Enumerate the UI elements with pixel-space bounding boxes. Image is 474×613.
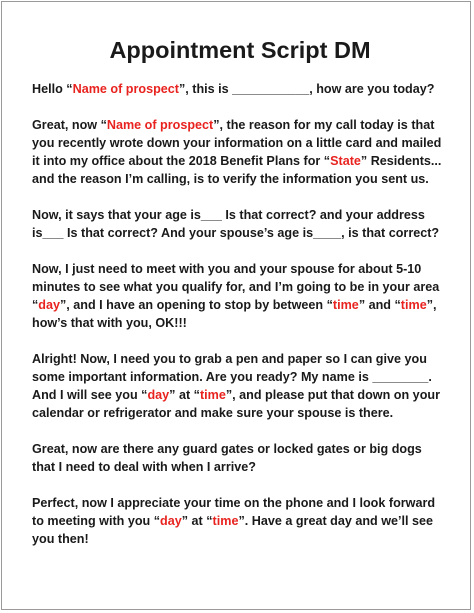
- text-run: Perfect, now I appreciate your time on the phone and I look forward to meeting with you “: [32, 496, 436, 528]
- placeholder-field: day: [147, 388, 170, 402]
- text-run: Now, it says that your age is___ Is that correct? and your address is___ Is that correct? And your spouse’s age is____, is that correct?: [32, 208, 440, 240]
- placeholder-field: time: [332, 298, 359, 312]
- text-run: ”, and please put that down on your calendar or refrigerator and make sure your spouse is there.: [32, 388, 440, 420]
- text-run: ” at “: [181, 514, 213, 528]
- placeholder-field: time: [212, 514, 239, 528]
- text-run: Great, now “: [32, 118, 107, 132]
- text-run: ” Residents... and the reason I’m calling, is to verify the information you sent us.: [32, 154, 442, 186]
- text-run: ”, this is ___________, how are you today?: [178, 82, 435, 96]
- text-run: Hello “: [32, 82, 73, 96]
- document-content: [32, 36, 448, 566]
- placeholder-field: Name of prospect: [106, 118, 214, 132]
- placeholder-field: day: [38, 298, 60, 312]
- text-run: ” at “: [169, 388, 200, 402]
- document-title: Appointment Script DM: [109, 37, 371, 63]
- paragraph-appointment: [32, 350, 448, 422]
- placeholder-field: time: [400, 298, 427, 312]
- paragraph-closing: [32, 494, 448, 548]
- paragraph-gates: [32, 440, 448, 476]
- paragraph-meeting: [32, 260, 448, 332]
- text-run: ”, and I have an opening to stop by between “: [60, 298, 333, 312]
- document-page: [1, 1, 471, 610]
- text-run: ”. Have a great day and we’ll see you then!: [32, 514, 434, 546]
- text-run: Great, now are there any guard gates or locked gates or big dogs that I need to deal with when I arrive?: [32, 442, 422, 474]
- text-run: Now, I just need to meet with you and your spouse for about 5-10 minutes to see what you qualify for, and I’m going to be in your area “: [32, 262, 440, 312]
- text-run: ” and “: [358, 298, 401, 312]
- placeholder-field: day: [160, 514, 182, 528]
- placeholder-field: time: [199, 388, 226, 402]
- paragraph-greeting: [32, 80, 448, 98]
- text-run: ”, the reason for my call today is that you recently wrote down your information on a little card and mailed it into my office about the 2018 Benefit Plans for “: [32, 118, 442, 168]
- paragraph-verify: [32, 206, 448, 242]
- paragraph-reason: [32, 116, 448, 188]
- placeholder-field: Name of prospect: [72, 82, 179, 96]
- placeholder-field: State: [330, 154, 361, 168]
- text-run: ”, how’s that with you, OK!!!: [32, 298, 437, 330]
- text-run: Alright! Now, I need you to grab a pen and paper so I can give you some important information. Are you ready? My name is ________. And I will see you “: [32, 352, 432, 402]
